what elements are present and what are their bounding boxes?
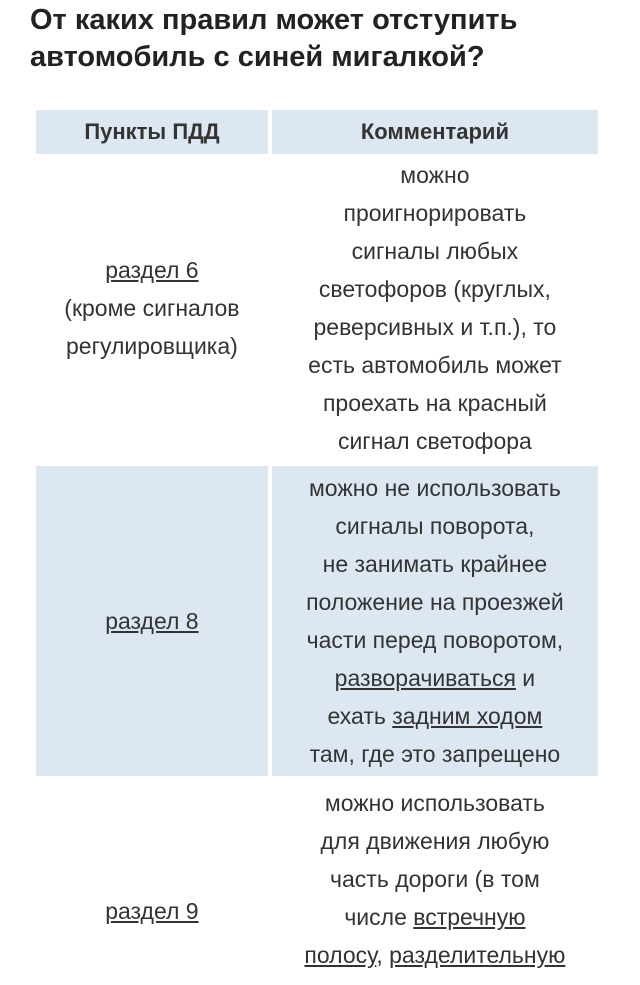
comment-line: [272, 936, 598, 974]
rule-cell: [36, 466, 268, 776]
comment-line: сигналы поворота,: [335, 513, 535, 539]
link-reverse[interactable]: задним ходом: [392, 703, 543, 729]
comment-line: не занимать крайнее: [322, 551, 548, 577]
column-header-rules: Пункты ПДД: [36, 110, 268, 154]
comment-line: можно использовать: [324, 790, 545, 816]
comment-text: числе: [344, 904, 414, 930]
comment-cell: [272, 780, 598, 974]
comment-line: часть дороги (в том: [330, 866, 540, 892]
column-header-comment: Комментарий: [272, 110, 598, 154]
comment-cell: [272, 466, 598, 776]
rule-note: (кроме сигналов: [64, 295, 240, 321]
comment-line: есть автомобиль может: [308, 352, 562, 378]
comment-cell: [272, 154, 598, 462]
comment-text: ,: [376, 942, 390, 968]
comment-line: сигнал светофора: [337, 428, 532, 454]
comment-line: реверсивных и т.п.), то: [313, 314, 557, 340]
comment-text: и: [515, 665, 536, 691]
comment-line: проигнорировать: [343, 200, 527, 226]
comment-line: сигналы любых: [351, 238, 519, 264]
comment-line: для движения любую: [320, 828, 550, 854]
comment-line: можно не использовать: [308, 475, 561, 501]
comment-line: [272, 898, 598, 936]
comment-text: ехать: [327, 703, 393, 729]
rule-link-section-8[interactable]: раздел 8: [105, 608, 199, 634]
comment-line: там, где это запрещено: [309, 741, 561, 767]
rule-cell: [36, 780, 268, 974]
comment-line: можно: [400, 162, 470, 188]
table-row: [36, 780, 598, 974]
comment-line: светофоров (круглых,: [318, 276, 551, 302]
link-oncoming-lane[interactable]: встречную: [413, 904, 526, 930]
link-u-turn[interactable]: разворачиваться: [334, 665, 516, 691]
comment-line: проехать на красный: [322, 390, 547, 416]
rule-link-section-6[interactable]: раздел 6: [105, 257, 199, 283]
page-title: От каких правил может отступить автомобиль с синей мигалкой?: [30, 4, 518, 73]
rules-table: [32, 110, 602, 974]
rule-link-section-9[interactable]: раздел 9: [105, 898, 199, 924]
link-dividing[interactable]: разделительную: [389, 942, 566, 968]
table-row: [36, 466, 598, 776]
table-header-row: [36, 110, 598, 154]
comment-line: части перед поворотом,: [306, 627, 564, 653]
comment-line: [272, 659, 598, 697]
rule-cell: [36, 154, 268, 462]
comment-line: [272, 697, 598, 735]
link-lane[interactable]: полосу: [304, 942, 377, 968]
comment-line: положение на проезжей: [306, 589, 564, 615]
rule-note: регулировщика): [65, 333, 238, 359]
table-row: [36, 154, 598, 462]
